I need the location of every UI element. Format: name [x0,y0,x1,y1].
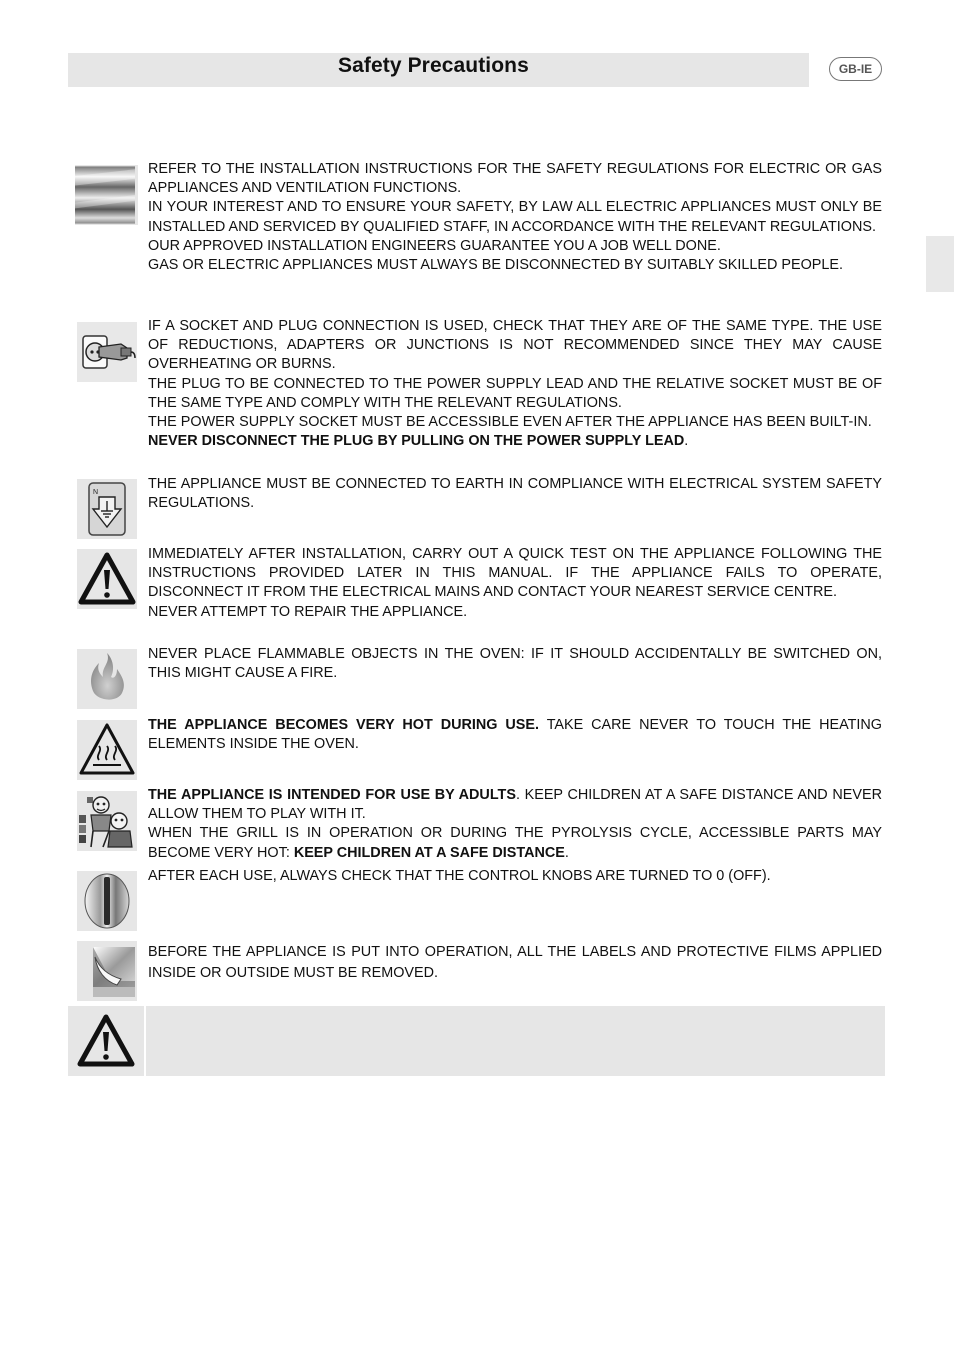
paragraph: OUR APPROVED INSTALLATION ENGINEERS GUARANTEE YOU A JOB WELL DONE. [148,237,721,254]
hot-text [148,716,882,754]
hot-surface-icon [77,720,137,780]
paragraph [148,786,882,824]
earth-label: N [93,489,99,496]
period: . [684,433,689,450]
bold-warning: THE APPLIANCE BECOMES VERY HOT DURING USE. [148,717,539,733]
side-tab [926,236,954,292]
flame-icon [77,649,137,709]
paragraph: THE APPLIANCE MUST BE CONNECTED TO EARTH IN COMPLIANCE WITH ELECTRICAL SYSTEM SAFETY REGULATIONS. [148,476,882,512]
installation-text [148,160,882,275]
paragraph [148,824,882,862]
paragraph: NEVER ATTEMPT TO REPAIR THE APPLIANCE. [148,603,468,620]
bold-warning: NEVER DISCONNECT THE PLUG BY PULLING ON THE POWER SUPPLY LEAD [148,433,685,450]
paragraph [148,716,882,754]
page-title: Safety Precautions [338,54,529,77]
children-text [148,786,882,863]
note-divider [144,1006,146,1076]
control-knob-icon [77,871,137,931]
paragraph-rest: TAKE CARE NEVER TO TOUCH THE HEATING ELEMENTS INSIDE THE OVEN. [148,717,882,753]
bold-warning: KEEP CHILDREN AT A SAFE DISTANCE [293,844,565,861]
test-text [148,545,882,622]
paragraph: THE PLUG TO BE CONNECTED TO THE POWER SUPPLY LEAD AND THE RELATIVE SOCKET MUST BE OF THE SAME TYPE AND COMPLY WITH THE RELEVANT REGULATIONS. [148,375,882,411]
protective-film-icon [77,941,137,1001]
paragraph: GAS OR ELECTRIC APPLIANCES MUST ALWAYS BE DISCONNECTED BY SUITABLY SKILLED PEOPLE. [148,257,843,274]
paragraph: IMMEDIATELY AFTER INSTALLATION, CARRY OUT A QUICK TEST ON THE APPLIANCE FOLLOWING THE INSTRUCTIONS PROVIDED LATER IN THIS MANUAL. IF THE APPLIANCE FAILS TO OPERATE, DISCONNECT IT FROM THE ELECTRICAL MAINS AND CONTACT YOUR NEAREST SERVICE CENTRE. [148,546,882,601]
paragraph: BEFORE THE APPLIANCE IS PUT INTO OPERATION, ALL THE LABELS AND PROTECTIVE FILMS APPLIED INSIDE OR OUTSIDE MUST BE REMOVED. [148,944,882,981]
warning-triangle-icon [76,1011,136,1071]
language-badge: GB-IE [829,57,882,81]
bold-warning: THE APPLIANCE IS INTENDED FOR USE BY ADULTS [148,787,516,803]
paragraph: THE POWER SUPPLY SOCKET MUST BE ACCESSIBLE EVEN AFTER THE APPLIANCE HAS BEEN BUILT-IN. [148,414,872,431]
plug-text [148,317,882,451]
steel-panel-icon [75,165,138,225]
children-icon [77,791,137,851]
knobs-text [148,867,882,886]
paragraph-rest: . KEEP CHILDREN AT A SAFE DISTANCE AND NEVER ALLOW THEM TO PLAY WITH IT. [148,787,882,823]
fire-text [148,645,882,683]
plug-socket-icon [77,322,137,382]
paragraph: IN YOUR INTEREST AND TO ENSURE YOUR SAFETY, BY LAW ALL ELECTRIC APPLIANCES MUST ONLY BE INSTALLED AND SERVICED BY QUALIFIED STAFF, IN ACCORDANCE WITH THE RELEVANT REGULATIONS. [148,199,882,235]
films-text [148,942,882,984]
paragraph: AFTER EACH USE, ALWAYS CHECK THAT THE CONTROL KNOBS ARE TURNED TO 0 (OFF). [148,868,771,884]
paragraph [148,432,882,451]
warning-triangle-icon [77,549,137,609]
earth-text [148,475,882,513]
period: . [564,844,569,861]
paragraph: REFER TO THE INSTALLATION INSTRUCTIONS FOR THE SAFETY REGULATIONS FOR ELECTRIC OR GAS APPLIANCES AND VENTILATION FUNCTIONS. [148,161,882,197]
paragraph: IF A SOCKET AND PLUG CONNECTION IS USED, CHECK THAT THEY ARE OF THE SAME TYPE. THE USE OF REDUCTIONS, ADAPTERS OR JUNCTIONS IS NOT RECOMMENDED SINCE THEY MAY CAUSE OVERHEATING OR BURNS. [148,318,882,373]
paragraph: NEVER PLACE FLAMMABLE OBJECTS IN THE OVEN: IF IT SHOULD ACCIDENTALLY BE SWITCHED ON, THIS MIGHT CAUSE A FIRE. [148,646,882,682]
note-box [68,1006,885,1076]
paragraph-start: WHEN THE GRILL IS IN OPERATION OR DURING THE PYROLYSIS CYCLE, ACCESSIBLE PARTS MAY BECOME VERY HOT: [148,825,882,861]
title-bar [68,53,809,87]
earth-ground-icon [77,479,137,539]
